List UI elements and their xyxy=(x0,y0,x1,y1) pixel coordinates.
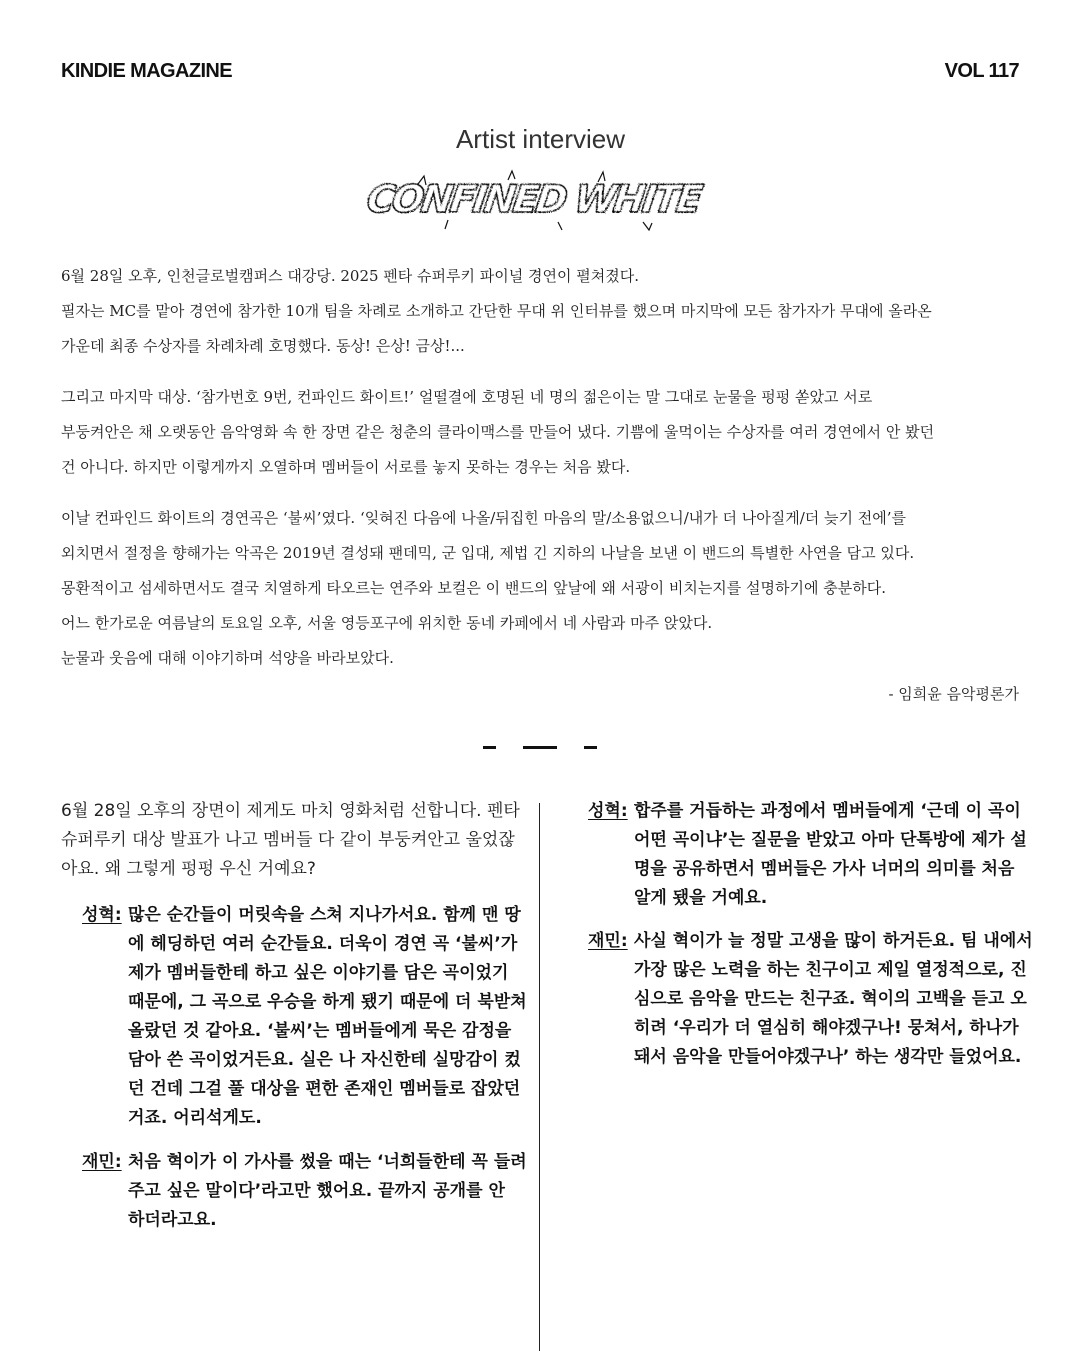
answer-text: 합주를 거듭하는 과정에서 멤버들에게 ‘근데 이 곡이 어떤 곡이냐’는 질문을 받았고 아마 단톡방에 제가 설명을 공유하면서 멤버들은 가사 너머의 의미를 처음 알게 됐을 거예요. xyxy=(634,801,1027,908)
speaker-name: 재민: xyxy=(82,1152,122,1172)
answer-text: 많은 순간들이 머릿속을 스쳐 지나가서요. 함께 맨 땅에 헤딩하던 여러 순간들요. 더욱이 경연 곡 ‘불씨’가 제가 멤버들한테 하고 싶은 이야기를 담은 곡이었기 때문에, 그 곡으로 우승을 하게 됐기 때문에 더 북받쳐 올랐던 것 같아요. ‘불씨’는 멤버들에게 묵은 감정을 담아 쓴 곡이었거든요. 실은 나 자신한테 실망감이 컸던 건데 그걸 풀 대상을 편한 존재인 멤버들로 잡았던 거죠. 어리석게도. xyxy=(128,905,527,1128)
separator-dash xyxy=(584,746,597,749)
intro-line: 가운데 최종 수상자를 차례차례 호명했다. 동상! 은상! 금상!... xyxy=(61,337,465,355)
separator-dash xyxy=(483,746,496,749)
interview-question: 6월 28일 오후의 장면이 제게도 마치 영화처럼 선합니다. 펜타 슈퍼루키 대상 발표가 나고 멤버들 다 같이 부둥켜안고 울었잖아요. 왜 그렇게 펑펑 우신 거예요? xyxy=(61,801,520,879)
answer-item xyxy=(82,1148,527,1235)
speaker-name: 재민: xyxy=(588,931,628,951)
intro-line: 그리고 마지막 대상. ‘참가번호 9번, 컨파인드 화이트!’ 얼떨결에 호명된 네 명의 젊은이는 말 그대로 눈물을 펑펑 쏟았고 서로 xyxy=(61,388,873,406)
separator-dash xyxy=(523,746,557,749)
answer-text: 처음 혁이가 이 가사를 썼을 때는 ‘너희들한테 꼭 들려주고 싶은 말이다’라고만 했어요. 끝까지 공개를 안 하더라고요. xyxy=(128,1152,527,1230)
intro-line: 어느 한가로운 여름날의 토요일 오후, 서울 영등포구에 위치한 동네 카페에서 네 사람과 마주 앉았다. xyxy=(61,614,713,632)
intro-line: 눈물과 웃음에 대해 이야기하며 석양을 바라보았다. xyxy=(61,649,394,667)
intro-line: 이날 컨파인드 화이트의 경연곡은 ‘불씨’였다. ‘잊혀진 다음에 나올/뒤집힌 마음의 말/소용없으니/내가 더 나아질게/더 늦기 전에’를 xyxy=(61,509,907,527)
answer-item xyxy=(588,797,1034,913)
svg-text:CONFINED WHITE: CONFINED WHITE xyxy=(364,178,703,222)
speaker-name: 성혁: xyxy=(82,905,122,925)
byline: - 임희윤 음악평론가 xyxy=(888,685,1019,703)
intro-line: 필자는 MC를 맡아 경연에 참가한 10개 팀을 차례로 소개하고 간단한 무대 위 인터뷰를 했으며 마지막에 모든 참가자가 무대에 올라온 xyxy=(61,302,932,320)
intro-line: 외치면서 절정을 향해가는 악곡은 2019년 결성돼 팬데믹, 군 입대, 제법 긴 지하의 나날을 보낸 이 밴드의 특별한 사연을 담고 있다. xyxy=(61,544,915,562)
intro-line: 건 아니다. 하지만 이렇게까지 오열하며 멤버들이 서로를 놓지 못하는 경우는 처음 봤다. xyxy=(61,458,631,476)
section-label: Artist interview xyxy=(455,124,626,154)
intro-block xyxy=(61,259,1031,676)
magazine-name: KINDIE MAGAZINE xyxy=(61,60,233,82)
answer-text: 사실 혁이가 늘 정말 고생을 많이 하거든요. 팀 내에서 가장 많은 노력을 하는 친구이고 제일 열정적으로, 진심으로 음악을 만드는 친구죠. 혁이의 고백을 듣고 오히려 ‘우리가 더 열심히 해야겠구나! 뭉쳐서, 하나가 돼서 음악을 만들어야겠구나’ 하는 생각만 들었어요. xyxy=(634,931,1033,1067)
intro-line: 몽환적이고 섬세하면서도 결국 치열하게 타오르는 연주와 보컬은 이 밴드의 앞날에 왜 서광이 비치는지를 설명하기에 충분하다. xyxy=(61,579,887,597)
intro-line: 6월 28일 오후, 인천글로벌캠퍼스 대강당. 2025 펜타 슈퍼루키 파이널 경연이 펼쳐졌다. xyxy=(61,267,639,285)
answer-item xyxy=(588,927,1034,1072)
column-divider xyxy=(539,803,540,1351)
band-logo xyxy=(364,166,703,232)
volume-number: VOL 117 xyxy=(944,60,1019,82)
intro-line: 부둥켜안은 채 오랫동안 음악영화 속 한 장면 같은 청춘의 클라이맥스를 만들어 냈다. 기쁨에 울먹이는 수상자를 여러 경연에서 안 봤던 xyxy=(61,423,935,441)
answer-item xyxy=(82,901,527,1133)
speaker-name: 성혁: xyxy=(588,801,628,821)
